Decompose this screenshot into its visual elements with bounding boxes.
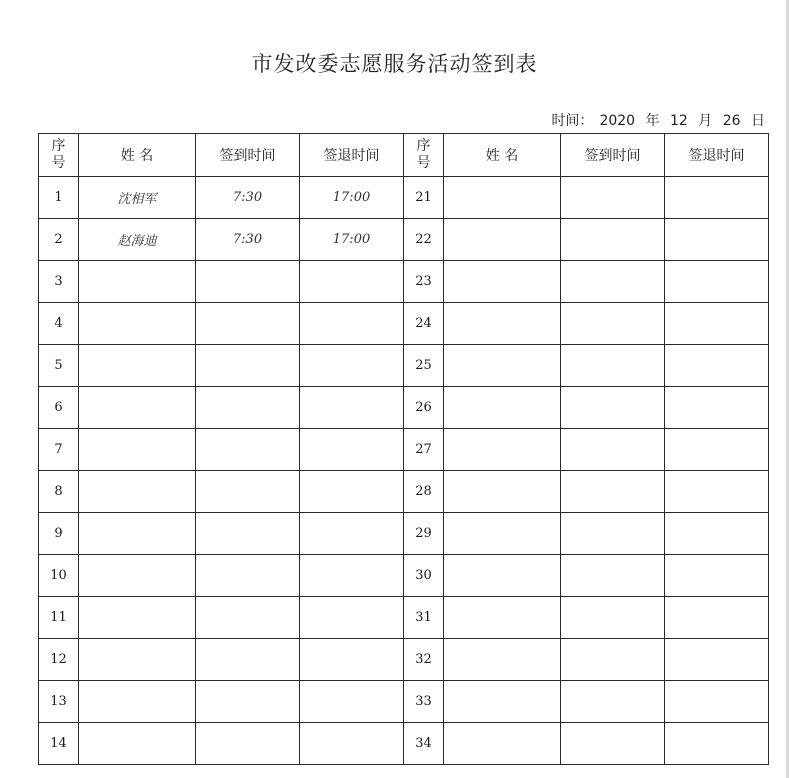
- sign-out-time-cell: [300, 303, 404, 345]
- table-row: [39, 681, 769, 723]
- name-cell: [79, 513, 196, 555]
- sign-in-time-cell: [561, 219, 665, 261]
- row-number-cell: 25: [404, 345, 444, 387]
- header-seq-right-text: 序 号: [416, 138, 431, 171]
- row-number-cell: 9: [39, 513, 79, 555]
- name-cell: [444, 597, 561, 639]
- header-name-right: 姓 名: [444, 134, 561, 177]
- sign-out-time-cell: [300, 345, 404, 387]
- name-cell: 沈相军: [79, 177, 196, 219]
- sign-in-time-cell: [196, 681, 300, 723]
- row-number-cell: 11: [39, 597, 79, 639]
- date-day-unit: 日: [751, 113, 765, 129]
- row-number-cell: 7: [39, 429, 79, 471]
- sign-in-time-cell: [561, 513, 665, 555]
- sign-out-time-cell: [665, 471, 769, 513]
- row-number-cell: 12: [39, 639, 79, 681]
- row-number-cell: 34: [404, 723, 444, 765]
- sign-in-time-cell: [561, 387, 665, 429]
- name-cell: [444, 177, 561, 219]
- sign-out-time-cell: [300, 261, 404, 303]
- sign-out-time-cell: 17:00: [300, 219, 404, 261]
- sign-out-time-cell: [665, 513, 769, 555]
- table-row: [39, 387, 769, 429]
- sign-in-time-cell: [196, 471, 300, 513]
- date-label: 时间：: [551, 113, 594, 129]
- date-year: 2020: [599, 113, 636, 129]
- sign-out-time-cell: [300, 429, 404, 471]
- sign-out-time-cell: [665, 597, 769, 639]
- sign-out-time-cell: [300, 723, 404, 765]
- sign-in-time-cell: 7:30: [196, 177, 300, 219]
- sign-in-time-cell: [561, 345, 665, 387]
- name-cell: [79, 723, 196, 765]
- name-cell: [79, 681, 196, 723]
- header-sign-in-right: 签到时间: [561, 134, 665, 177]
- date-month: 12: [669, 113, 688, 129]
- row-number-cell: 10: [39, 555, 79, 597]
- sign-in-time-cell: [561, 177, 665, 219]
- sign-out-time-cell: [300, 555, 404, 597]
- date-month-unit: 月: [698, 113, 713, 129]
- table-row: [39, 471, 769, 513]
- header-seq-left-text: 序 号: [51, 138, 66, 171]
- sign-in-time-cell: [561, 261, 665, 303]
- table-row: [39, 555, 769, 597]
- row-number-cell: 21: [404, 177, 444, 219]
- row-number-cell: 33: [404, 681, 444, 723]
- sign-out-time-cell: 17:00: [300, 177, 404, 219]
- row-number-cell: 24: [404, 303, 444, 345]
- name-cell: [79, 429, 196, 471]
- sign-out-time-cell: [665, 555, 769, 597]
- sign-in-time-cell: [561, 303, 665, 345]
- sign-out-time-cell: [300, 513, 404, 555]
- row-number-cell: 28: [404, 471, 444, 513]
- sign-out-time-cell: [665, 261, 769, 303]
- table-row: [39, 345, 769, 387]
- name-cell: [79, 387, 196, 429]
- row-number-cell: 27: [404, 429, 444, 471]
- table-row: [39, 723, 769, 765]
- sign-in-time-cell: [561, 681, 665, 723]
- name-cell: [444, 345, 561, 387]
- row-number-cell: 23: [404, 261, 444, 303]
- name-cell: 赵海迪: [79, 219, 196, 261]
- table-row: [39, 597, 769, 639]
- name-cell: [79, 303, 196, 345]
- sign-in-time-cell: 7:30: [196, 219, 300, 261]
- table-row: [39, 177, 769, 219]
- header-sign-in-left: 签到时间: [196, 134, 300, 177]
- row-number-cell: 8: [39, 471, 79, 513]
- sign-out-time-cell: [665, 387, 769, 429]
- row-number-cell: 1: [39, 177, 79, 219]
- row-number-cell: 22: [404, 219, 444, 261]
- sign-out-time-cell: [300, 597, 404, 639]
- sign-out-time-cell: [300, 639, 404, 681]
- sign-out-time-cell: [300, 681, 404, 723]
- sign-out-time-cell: [300, 387, 404, 429]
- sign-in-time-cell: [561, 723, 665, 765]
- name-cell: [444, 681, 561, 723]
- sign-out-time-cell: [665, 681, 769, 723]
- row-number-cell: 14: [39, 723, 79, 765]
- row-number-cell: 29: [404, 513, 444, 555]
- page-title: 市发改委志愿服务活动签到表: [251, 52, 538, 76]
- sign-in-time-cell: [196, 639, 300, 681]
- header-sign-out-right: 签退时间: [665, 134, 769, 177]
- sign-out-time-cell: [665, 303, 769, 345]
- sign-out-time-cell: [665, 429, 769, 471]
- sign-in-time-cell: [561, 429, 665, 471]
- sign-in-time-cell: [561, 639, 665, 681]
- sign-in-time-cell: [561, 555, 665, 597]
- date-line: [551, 110, 765, 130]
- name-cell: [79, 639, 196, 681]
- header-row: [39, 134, 769, 177]
- sign-out-time-cell: [665, 723, 769, 765]
- row-number-cell: 3: [39, 261, 79, 303]
- header-seq-right: [404, 134, 444, 177]
- name-cell: [444, 471, 561, 513]
- sign-out-time-cell: [665, 345, 769, 387]
- sign-out-time-cell: [665, 177, 769, 219]
- sign-out-time-cell: [300, 471, 404, 513]
- sign-in-time-cell: [196, 387, 300, 429]
- table-row: [39, 513, 769, 555]
- table-row: [39, 303, 769, 345]
- sign-in-time-cell: [196, 261, 300, 303]
- name-cell: [79, 261, 196, 303]
- row-number-cell: 5: [39, 345, 79, 387]
- row-number-cell: 4: [39, 303, 79, 345]
- name-cell: [444, 387, 561, 429]
- name-cell: [79, 597, 196, 639]
- row-number-cell: 32: [404, 639, 444, 681]
- header-name-left: 姓 名: [79, 134, 196, 177]
- table-row: [39, 639, 769, 681]
- name-cell: [444, 723, 561, 765]
- sign-in-time-cell: [561, 597, 665, 639]
- table-row: [39, 429, 769, 471]
- name-cell: [444, 639, 561, 681]
- table-row: [39, 261, 769, 303]
- name-cell: [444, 429, 561, 471]
- row-number-cell: 13: [39, 681, 79, 723]
- date-year-unit: 年: [645, 113, 660, 129]
- sign-in-time-cell: [196, 555, 300, 597]
- name-cell: [79, 345, 196, 387]
- date-day: 26: [722, 113, 741, 129]
- header-sign-out-left: 签退时间: [300, 134, 404, 177]
- name-cell: [79, 471, 196, 513]
- sign-out-time-cell: [665, 639, 769, 681]
- row-number-cell: 31: [404, 597, 444, 639]
- sign-in-time-cell: [561, 471, 665, 513]
- table-row: [39, 219, 769, 261]
- row-number-cell: 30: [404, 555, 444, 597]
- name-cell: [444, 555, 561, 597]
- sign-in-time-cell: [196, 345, 300, 387]
- sign-in-time-cell: [196, 597, 300, 639]
- name-cell: [79, 555, 196, 597]
- sign-in-time-cell: [196, 723, 300, 765]
- table-body: [39, 177, 769, 765]
- row-number-cell: 26: [404, 387, 444, 429]
- header-seq-left: [39, 134, 79, 177]
- sign-out-time-cell: [665, 219, 769, 261]
- sign-in-time-cell: [196, 513, 300, 555]
- sign-in-table: [38, 133, 769, 765]
- name-cell: [444, 513, 561, 555]
- row-number-cell: 6: [39, 387, 79, 429]
- sign-in-time-cell: [196, 303, 300, 345]
- sign-in-time-cell: [196, 429, 300, 471]
- name-cell: [444, 261, 561, 303]
- row-number-cell: 2: [39, 219, 79, 261]
- name-cell: [444, 219, 561, 261]
- name-cell: [444, 303, 561, 345]
